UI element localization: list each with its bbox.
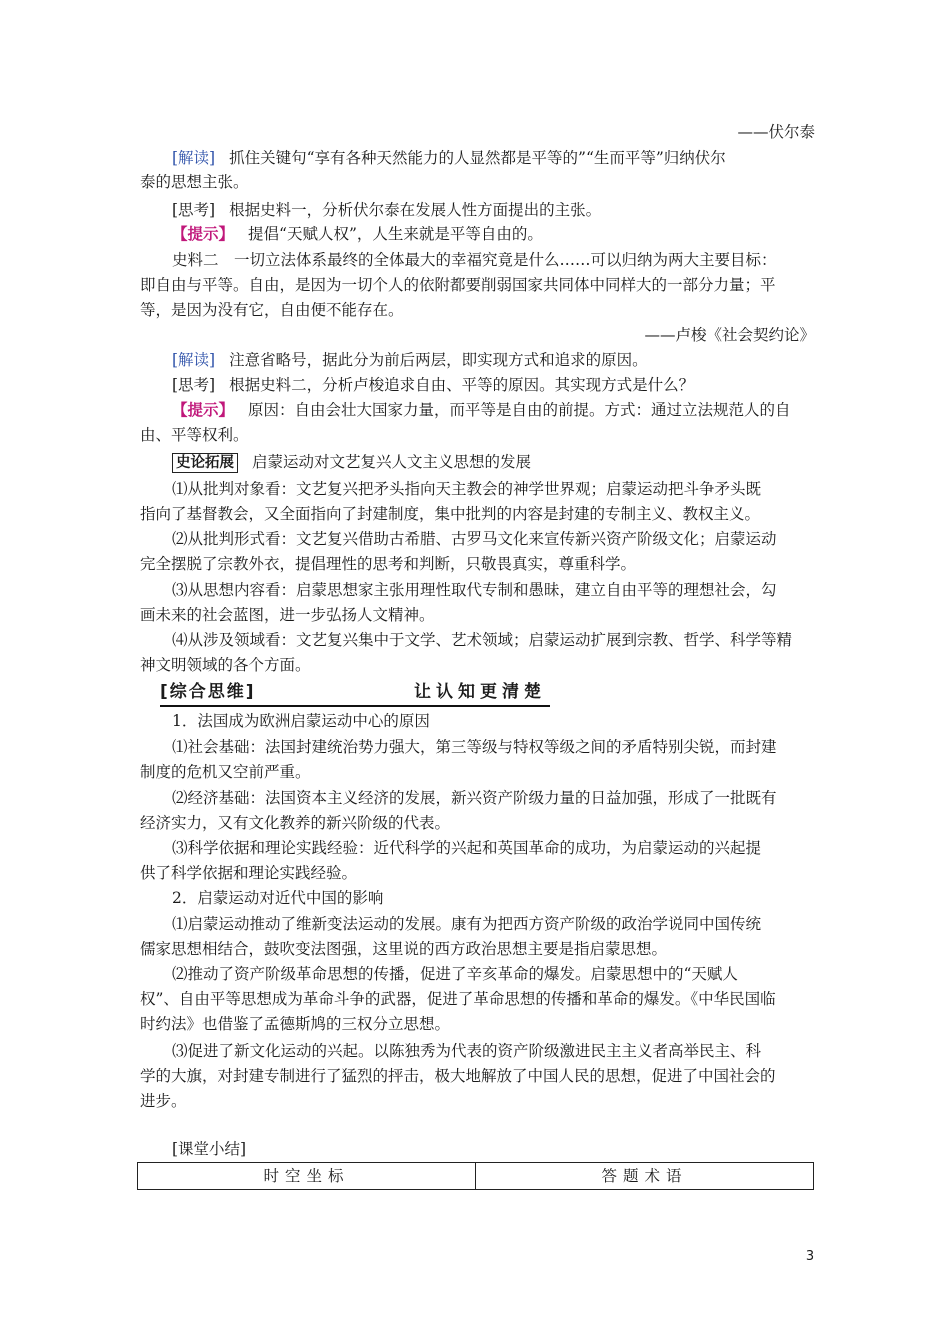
source-2-line-3: 等，是因为没有它，自由便不能存在。: [140, 301, 404, 319]
shilun-p1-l1: ⑴从批判对象看：文艺复兴把矛头指向天主教会的神学世界观；启蒙运动把斗争矛头既: [172, 480, 762, 498]
shilun-heading: [172, 450, 815, 474]
thinking-1: [172, 198, 815, 222]
interpretation-1-cont: 泰的思想主张。: [140, 173, 249, 191]
interpretation-2: [172, 348, 815, 372]
shilun-title: 启蒙运动对文艺复兴人文主义思想的发展: [252, 453, 532, 471]
zonghe-banner: [160, 680, 550, 706]
hint-text: 原因：自由会壮大国家力量，而平等是自由的前提。方式：通过立法规范人的自: [248, 401, 791, 419]
zonghe-b2-l3: 时约法》也借鉴了孟德斯鸠的三权分立思想。: [140, 1015, 451, 1033]
page-number: 3: [805, 1249, 815, 1264]
interpretation-text: 注意省略号，据此分为前后两层，即实现方式和追求的原因。: [229, 351, 648, 369]
thinking-text: 根据史料二，分析卢梭追求自由、平等的原因。其实现方式是什么？: [229, 376, 695, 394]
thinking-text: 根据史料一，分析伏尔泰在发展人性方面提出的主张。: [229, 201, 602, 219]
interpretation-tag: [解读]: [172, 351, 216, 369]
hint-text: 提倡“天赋人权”，人生来就是平等自由的。: [248, 225, 543, 243]
hint-2: [172, 398, 815, 422]
shilun-label: 史论拓展: [172, 453, 238, 473]
zonghe-a3-l2: 供了科学依据和理论实践经验。: [140, 864, 358, 882]
zonghe-b3-l3: 进步。: [140, 1092, 187, 1110]
zonghe-b3-l2: 学的大旗，对封建专制进行了猛烈的抨击，极大地解放了中国人民的思想，促进了中国社会的: [140, 1067, 776, 1085]
shilun-p4-l1: ⑷从涉及领域看：文艺复兴集中于文学、艺术领域；启蒙运动扩展到宗教、哲学、科学等精: [172, 631, 793, 649]
thinking-tag: [思考]: [172, 201, 216, 219]
zonghe-heading-1: 1．法国成为欧洲启蒙运动中心的原因: [172, 712, 430, 730]
zonghe-b1-l2: 儒家思想相结合，鼓吹变法图强，这里说的西方政治思想主要是指启蒙思想。: [140, 940, 668, 958]
zonghe-b2-l2: 权”、自由平等思想成为革命斗争的武器，促进了革命思想的传播和革命的爆发。《中华民国临: [140, 990, 776, 1008]
interpretation-1: [172, 146, 815, 170]
shilun-p2-l1: ⑵从批判形式看：文艺复兴借助古希腊、古罗马文化来宣传新兴资产阶级文化；启蒙运动: [172, 530, 777, 548]
zonghe-label: [综合思维]: [160, 682, 256, 702]
summary-col-time-space: 时空坐标: [263, 1167, 350, 1185]
banner-rule: [160, 705, 550, 707]
zonghe-slogan: 让认知更清楚: [414, 682, 546, 702]
hint-2-cont: 由、平等权利。: [140, 426, 249, 444]
hint-1: [172, 222, 815, 246]
source-2-line-2: 即自由与平等。自由，是因为一切个人的依附都要削弱国家共同体中同样大的一部分力量；平: [140, 276, 776, 294]
thinking-tag: [思考]: [172, 376, 216, 394]
summary-table: [137, 1162, 814, 1190]
hint-tag: 【提示】: [172, 400, 235, 419]
zonghe-a1-l2: 制度的危机又空前严重。: [140, 763, 311, 781]
summary-label: [课堂小结]: [172, 1140, 247, 1158]
zonghe-a2-l2: 经济实力，又有文化教养的新兴阶级的代表。: [140, 814, 451, 832]
shilun-p1-l2: 指向了基督教会，又全面指向了封建制度，集中批判的内容是封建的专制主义、教权主义。: [140, 505, 761, 523]
zonghe-a3-l1: ⑶科学依据和理论实践经验：近代科学的兴起和英国革命的成功，为启蒙运动的兴起提: [172, 839, 762, 857]
interpretation-text: 抓住关键句“享有各种天然能力的人显然都是平等的”“生而平等”归纳伏尔: [229, 149, 726, 167]
zonghe-b2-l1: ⑵推动了资产阶级革命思想的传播，促进了辛亥革命的爆发。启蒙思想中的“天赋人: [172, 965, 738, 983]
shilun-p3-l2: 画未来的社会蓝图，进一步弘扬人文精神。: [140, 606, 435, 624]
source-2-line-1: 史料二 一切立法体系最终的全体最大的幸福究竟是什么……可以归纳为两大主要目标：: [172, 251, 777, 269]
summary-col-answer-terms: 答题术语: [475, 1163, 813, 1189]
zonghe-b3-l1: ⑶促进了新文化运动的兴起。以陈独秀为代表的资产阶级激进民主主义者高举民主、科: [172, 1042, 762, 1060]
shilun-p3-l1: ⑶从思想内容看：启蒙思想家主张用理性取代专制和愚昧，建立自由平等的理想社会，勾: [172, 581, 777, 599]
zonghe-a2-l1: ⑵经济基础：法国资本主义经济的发展，新兴资产阶级力量的日益加强，形成了一批既有: [172, 789, 777, 807]
zonghe-a1-l1: ⑴社会基础：法国封建统治势力强大，第三等级与特权等级之间的矛盾特别尖锐，而封建: [172, 738, 777, 756]
thinking-2: [172, 373, 815, 397]
hint-tag: 【提示】: [172, 224, 235, 243]
interpretation-tag: [解读]: [172, 149, 216, 167]
attribution-rousseau: ——卢梭《社会契约论》: [644, 326, 815, 344]
shilun-p2-l2: 完全摆脱了宗教外衣，提倡理性的思考和判断，只敬畏真实，尊重科学。: [140, 555, 637, 573]
zonghe-heading-2: 2．启蒙运动对近代中国的影响: [172, 889, 384, 907]
zonghe-b1-l1: ⑴启蒙运动推动了维新变法运动的发展。康有为把西方资产阶级的政治学说同中国传统: [172, 915, 762, 933]
attribution-voltaire: ——伏尔泰: [737, 123, 815, 141]
shilun-p4-l2: 神文明领域的各个方面。: [140, 656, 311, 674]
